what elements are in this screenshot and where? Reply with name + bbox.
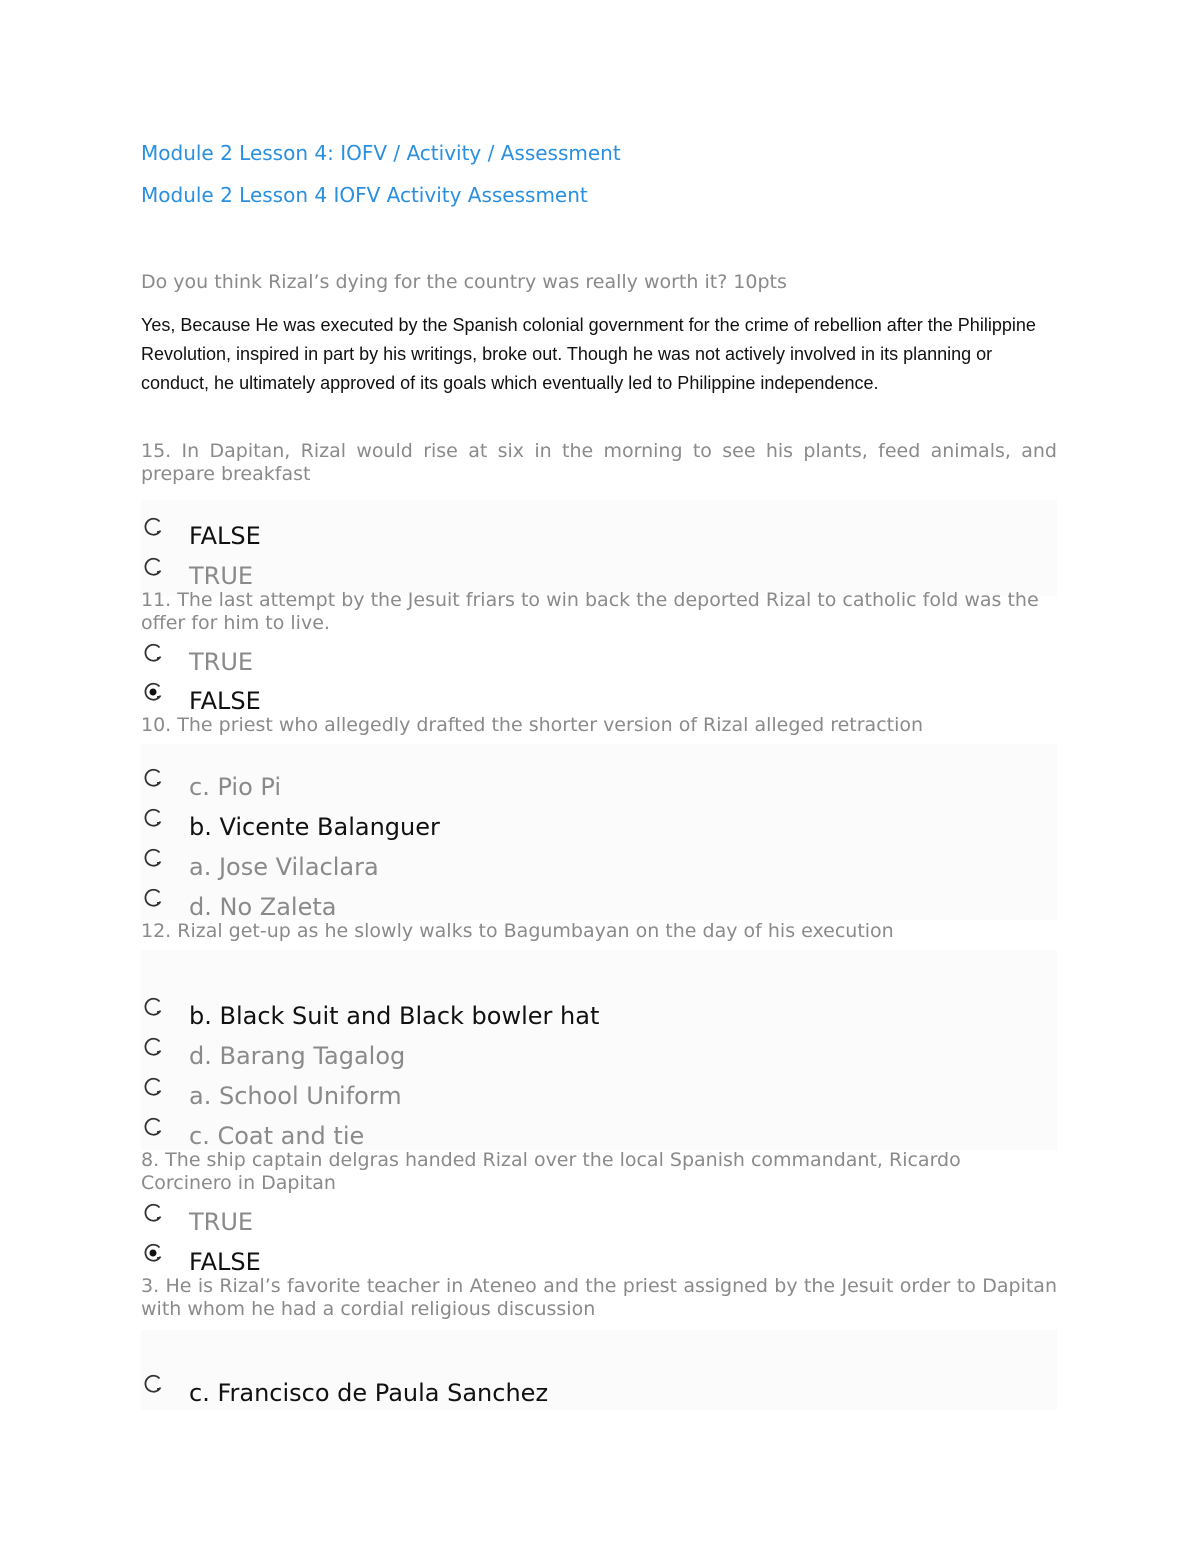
radio-unchecked-icon[interactable] xyxy=(143,1037,165,1059)
option-label: FALSE xyxy=(189,522,261,550)
radio-unchecked-icon[interactable] xyxy=(143,997,165,1019)
option-label: d. Barang Tagalog xyxy=(189,1042,406,1070)
radio-unchecked-icon[interactable] xyxy=(143,517,165,539)
option-label: d. No Zaleta xyxy=(189,893,337,921)
question-text: 11. The last attempt by the Jesuit friars to win back the deported Rizal to catholic fold was the offer for him to live. xyxy=(141,589,1039,634)
option-label: b. Black Suit and Black bowler hat xyxy=(189,1002,600,1030)
option-label: b. Vicente Balanguer xyxy=(189,813,440,841)
answer-option[interactable] xyxy=(141,997,1057,1037)
option-label: a. Jose Vilaclara xyxy=(189,853,379,881)
essay-question: Do you think Rizal’s dying for the country was really worth it? 10pts xyxy=(141,271,787,293)
answer-option[interactable] xyxy=(141,1077,1057,1117)
option-label: TRUE xyxy=(189,648,254,676)
answer-option[interactable] xyxy=(141,1374,1057,1414)
question-text: 3. He is Rizal’s favorite teacher in Ateneo and the priest assigned by the Jesuit order to Dapitan with whom he had a cordial religious discussion xyxy=(141,1275,1057,1320)
answer-option[interactable] xyxy=(141,808,1057,848)
question-text: 10. The priest who allegedly drafted the shorter version of Rizal alleged retraction xyxy=(141,714,924,736)
radio-unchecked-icon[interactable] xyxy=(143,848,165,870)
option-label: FALSE xyxy=(189,687,261,715)
radio-unchecked-icon[interactable] xyxy=(143,768,165,790)
answer-option[interactable] xyxy=(141,1203,1057,1243)
answer-option[interactable] xyxy=(141,1037,1057,1077)
breadcrumb-link[interactable]: Module 2 Lesson 4: IOFV / Activity / Assessment xyxy=(141,141,621,165)
radio-unchecked-icon[interactable] xyxy=(143,1077,165,1099)
option-label: TRUE xyxy=(189,562,254,590)
radio-unchecked-icon[interactable] xyxy=(143,643,165,665)
radio-unchecked-icon[interactable] xyxy=(143,888,165,910)
radio-unchecked-icon[interactable] xyxy=(143,1117,165,1139)
question-text: 15. In Dapitan, Rizal would rise at six in the morning to see his plants, feed animals, and prepare breakfast xyxy=(141,440,1057,485)
radio-unchecked-icon[interactable] xyxy=(143,1203,165,1225)
radio-checked-icon[interactable] xyxy=(143,682,165,704)
option-label: a. School Uniform xyxy=(189,1082,402,1110)
question-text: 8. The ship captain delgras handed Rizal over the local Spanish commandant, Ricardo Corcinero in Dapitan xyxy=(141,1149,961,1194)
answer-option[interactable] xyxy=(141,768,1057,808)
radio-checked-icon[interactable] xyxy=(143,1243,165,1265)
answer-option[interactable] xyxy=(141,643,1057,683)
question-text: 12. Rizal get-up as he slowly walks to Bagumbayan on the day of his execution xyxy=(141,920,894,942)
option-label: TRUE xyxy=(189,1208,254,1236)
option-label: FALSE xyxy=(189,1248,261,1276)
radio-unchecked-icon[interactable] xyxy=(143,808,165,830)
radio-unchecked-icon[interactable] xyxy=(143,1374,165,1396)
radio-unchecked-icon[interactable] xyxy=(143,557,165,579)
option-label: c. Francisco de Paula Sanchez xyxy=(189,1379,549,1407)
option-label: c. Coat and tie xyxy=(189,1122,365,1150)
answer-option[interactable] xyxy=(141,517,1057,557)
essay-answer: Yes, Because He was executed by the Spanish colonial government for the crime of rebellion after the Philippine Revolution, inspired in part by his writings, broke out. Though he was not actively involved in its planning or conduct, he ultimately approved of its goals which eventually led to Philippine independence. xyxy=(141,315,1036,393)
answer-option[interactable] xyxy=(141,848,1057,888)
option-label: c. Pio Pi xyxy=(189,773,281,801)
breadcrumb-link-plain[interactable]: Module 2 Lesson 4 IOFV Activity Assessment xyxy=(141,183,588,207)
